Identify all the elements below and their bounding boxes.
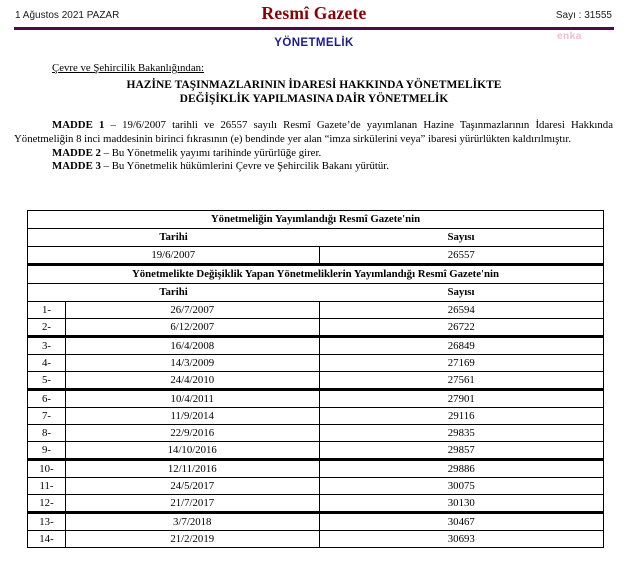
table-row [28, 442, 604, 460]
section1-col-tarihi: Tarihi [28, 229, 320, 247]
row-number: 29116 [319, 408, 603, 425]
table-row [28, 495, 604, 513]
table-row [28, 390, 604, 408]
row-no: 6- [28, 390, 66, 408]
article-1-text: – 19/6/2007 tarihli ve 26557 sayılı Resmî Gazete’de yayımlanan Hazine Taşınmazlarının İdaresi Hakkında Yönetmeliğin 8 inci maddesinin birinci fıkrasının (e) bendinde yer alan “imza sirkülerini veya” ibaresi yürürlükten kaldırılmıştır. [14, 119, 613, 145]
article-3-label: MADDE 3 [52, 160, 101, 173]
row-number: 27169 [319, 355, 603, 372]
regulation-title [0, 78, 628, 106]
section2-col-sayisi: Sayısı [319, 284, 603, 302]
row-date: 6/12/2007 [65, 319, 319, 337]
agency-watermark: enka [557, 31, 582, 42]
row-no: 9- [28, 442, 66, 460]
table-section1-header: Yönetmeliğin Yayımlandığı Resmî Gazete'nin [28, 211, 604, 229]
table-row [28, 355, 604, 372]
table-row [28, 408, 604, 425]
article-2-text: – Bu Yönetmelik yayımı tarihinde yürürlüğe girer. [100, 146, 322, 159]
row-date: 16/4/2008 [65, 337, 319, 355]
table-row [28, 460, 604, 478]
table-row [28, 372, 604, 390]
row-number: 26722 [319, 319, 603, 337]
row-date: 24/4/2010 [65, 372, 319, 390]
issuing-ministry: Çevre ve Şehircilik Bakanlığından: [52, 62, 205, 74]
row-date: 26/7/2007 [65, 302, 319, 319]
row-number: 30075 [319, 478, 603, 495]
section1-date: 19/6/2007 [28, 247, 320, 265]
row-number: 30130 [319, 495, 603, 513]
row-no: 12- [28, 495, 66, 513]
regulation-title-line1: HAZİNE TAŞINMAZLARININ İDARESİ HAKKINDA YÖNETMELİKTE [126, 79, 502, 91]
article-2 [14, 147, 613, 161]
table-section2-header: Yönetmelikte Değişiklik Yapan Yönetmeliklerin Yayımlandığı Resmî Gazete'nin [28, 265, 604, 284]
article-1 [14, 119, 613, 147]
gazette-masthead: Resmî Gazete [261, 3, 367, 23]
row-date: 11/9/2014 [65, 408, 319, 425]
row-date: 12/11/2016 [65, 460, 319, 478]
table-section2-header-row [28, 265, 604, 284]
row-date: 24/5/2017 [65, 478, 319, 495]
section2-col-tarihi: Tarihi [28, 284, 320, 302]
row-date: 3/7/2018 [65, 513, 319, 531]
regulation-body [14, 119, 613, 174]
row-number: 26594 [319, 302, 603, 319]
row-date: 10/4/2011 [65, 390, 319, 408]
row-no: 10- [28, 460, 66, 478]
regulation-title-line2: DEĞİŞİKLİK YAPILMASINA DAİR YÖNETMELİK [179, 93, 449, 105]
row-no: 4- [28, 355, 66, 372]
row-no: 8- [28, 425, 66, 442]
gazette-date: 1 Ağustos 2021 PAZAR [15, 10, 120, 21]
row-number: 30693 [319, 531, 603, 548]
row-number: 27901 [319, 390, 603, 408]
section1-col-sayisi: Sayısı [319, 229, 603, 247]
row-no: 13- [28, 513, 66, 531]
article-3 [14, 160, 613, 174]
table-row [28, 319, 604, 337]
row-date: 22/9/2016 [65, 425, 319, 442]
row-number: 27561 [319, 372, 603, 390]
row-no: 11- [28, 478, 66, 495]
table-section2-column-row [28, 284, 604, 302]
row-date: 14/3/2009 [65, 355, 319, 372]
row-number: 29886 [319, 460, 603, 478]
row-number: 30467 [319, 513, 603, 531]
row-number: 29835 [319, 425, 603, 442]
gazette-issue-number: Sayı : 31555 [555, 10, 612, 21]
table-row [28, 478, 604, 495]
row-no: 2- [28, 319, 66, 337]
row-date: 14/10/2016 [65, 442, 319, 460]
table-row [28, 337, 604, 355]
row-no: 14- [28, 531, 66, 548]
gazette-reference-table [27, 210, 604, 548]
section-heading: YÖNETMELİK [274, 37, 354, 49]
table-section1-header-row [28, 211, 604, 229]
table-row [28, 531, 604, 548]
masthead-divider-rule [14, 27, 614, 30]
table-row [28, 247, 604, 265]
row-no: 7- [28, 408, 66, 425]
table-row [28, 425, 604, 442]
article-1-label: MADDE 1 [52, 119, 105, 131]
table-section1-column-row [28, 229, 604, 247]
row-number: 29857 [319, 442, 603, 460]
row-no: 1- [28, 302, 66, 319]
section1-number: 26557 [319, 247, 603, 265]
table-row [28, 513, 604, 531]
row-date: 21/2/2019 [65, 531, 319, 548]
row-date: 21/7/2017 [65, 495, 319, 513]
row-no: 5- [28, 372, 66, 390]
table-row [28, 302, 604, 319]
row-no: 3- [28, 337, 66, 355]
article-2-label: MADDE 2 [52, 146, 101, 159]
row-number: 26849 [319, 337, 603, 355]
article-3-text: – Bu Yönetmelik hükümlerini Çevre ve Şehircilik Bakanı yürütür. [100, 160, 389, 173]
